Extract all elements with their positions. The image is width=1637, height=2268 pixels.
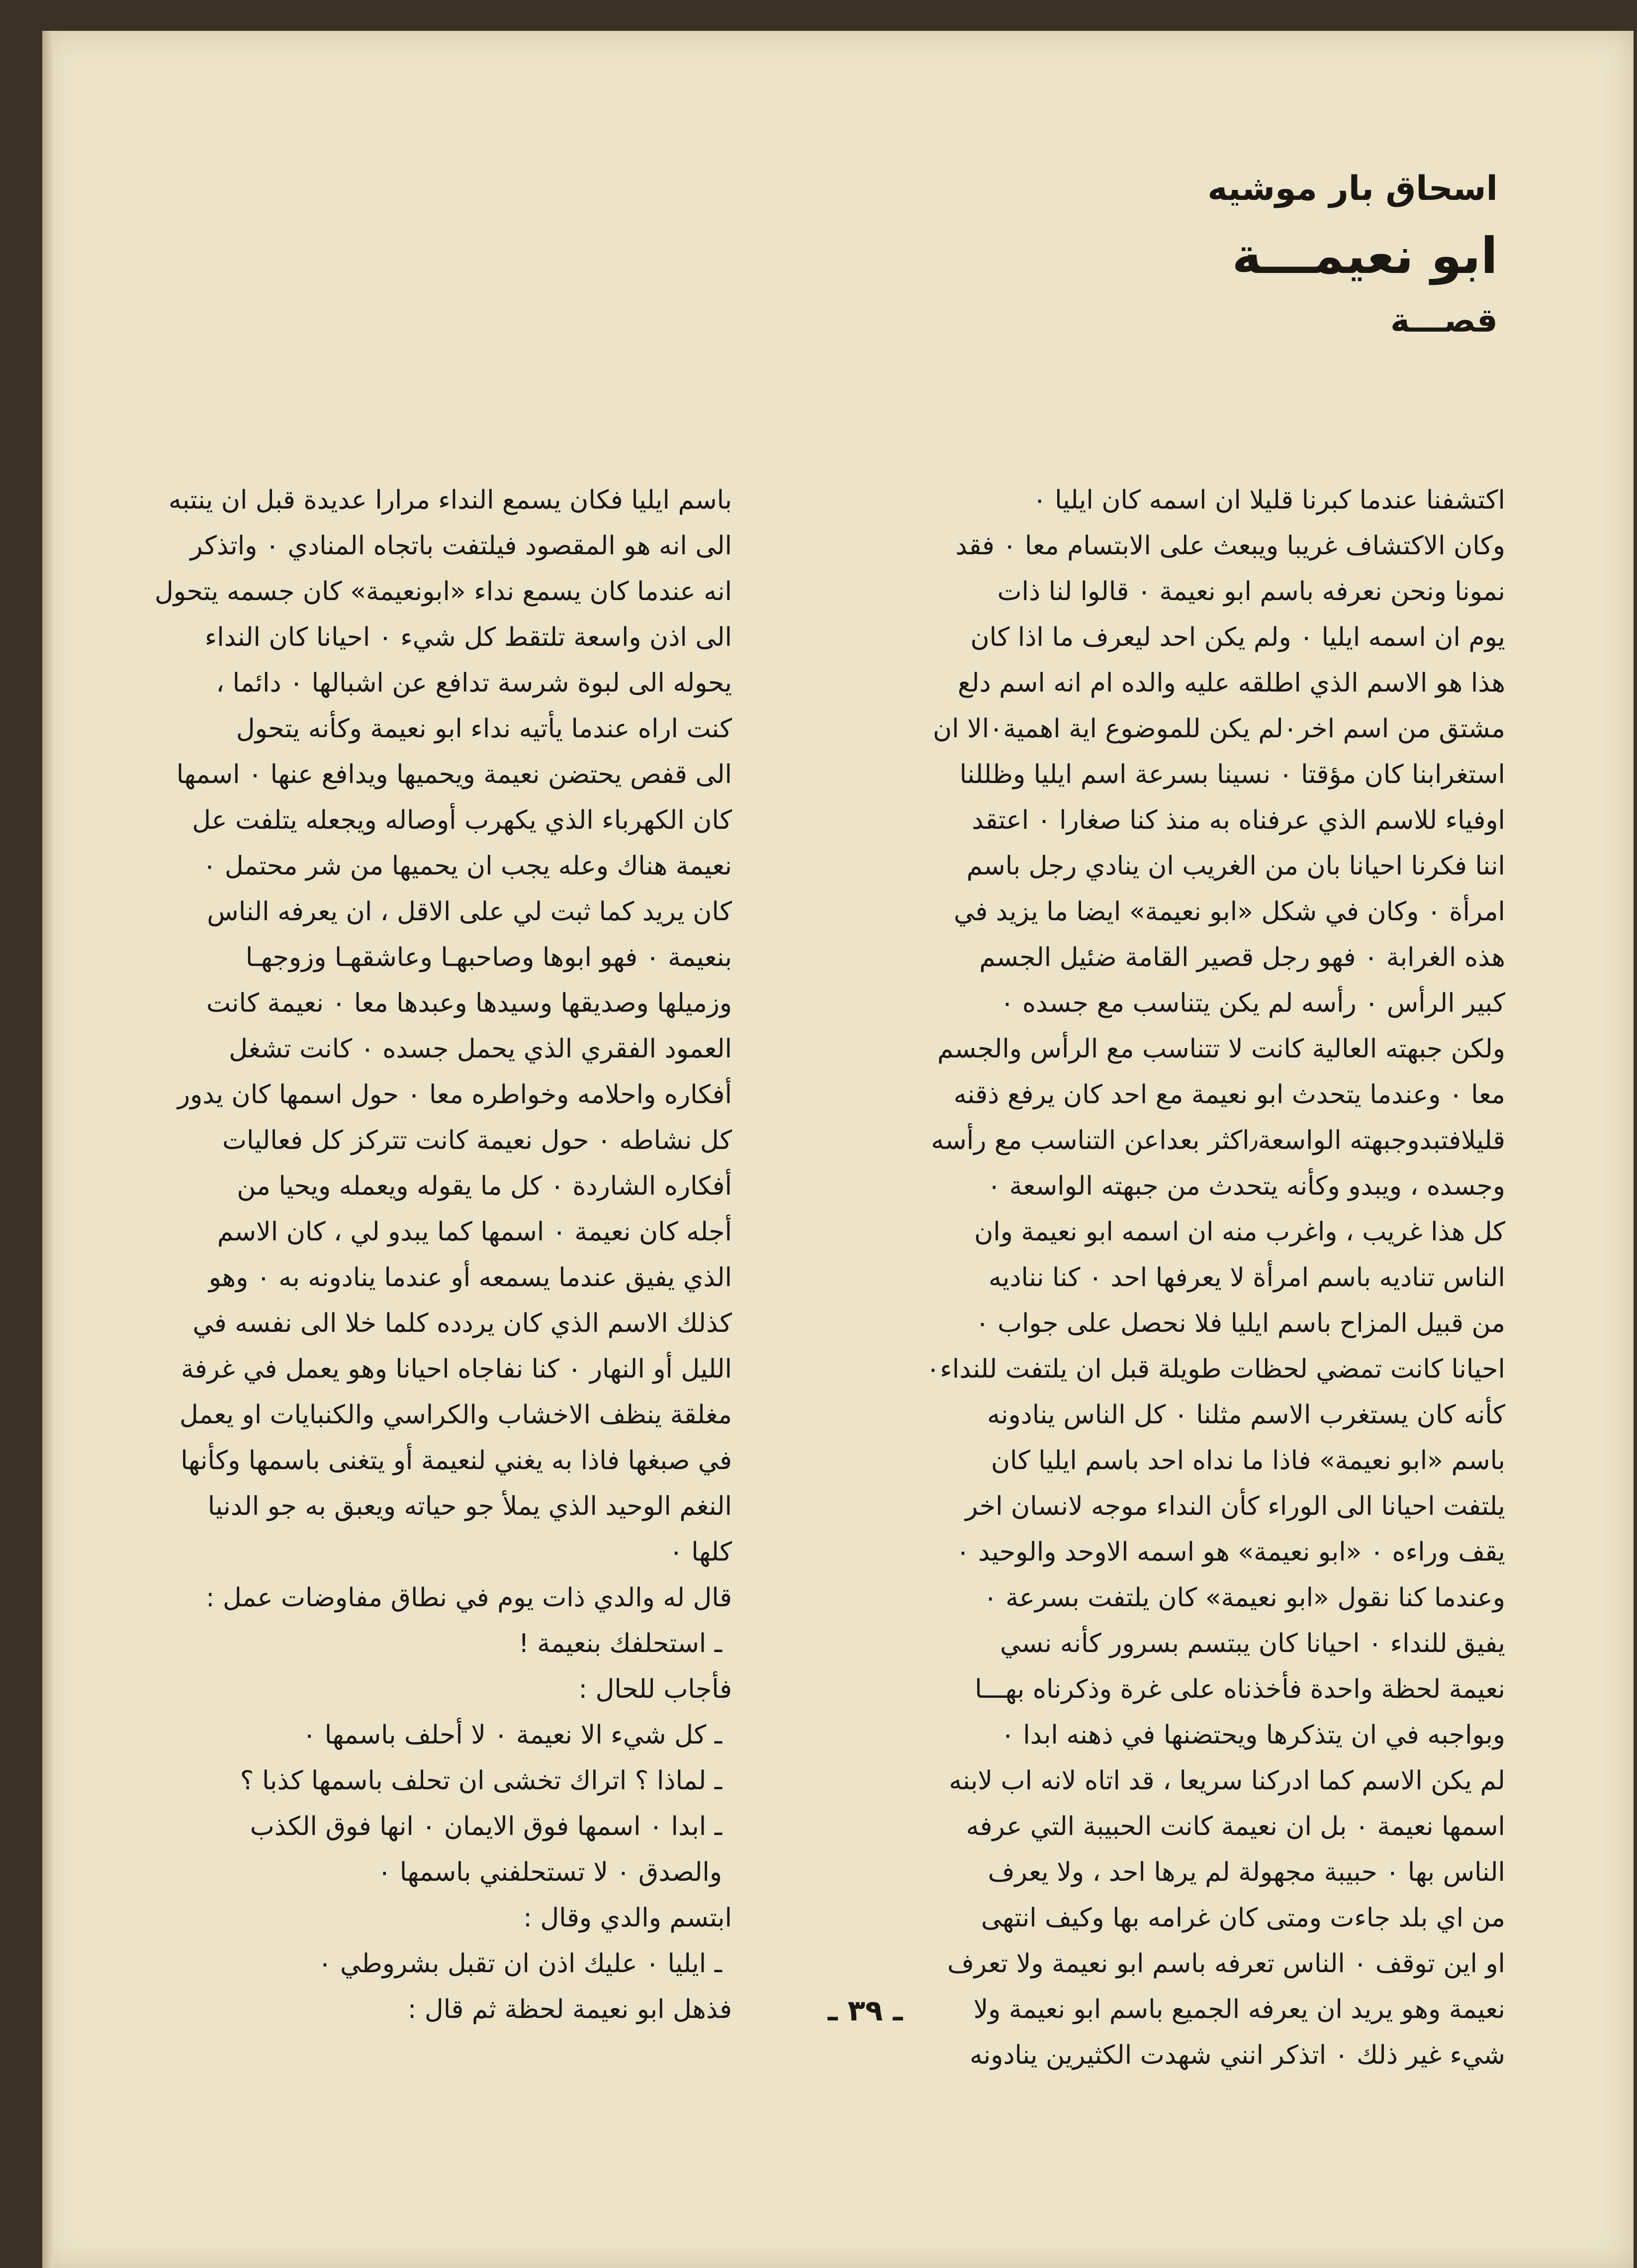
dialogue-line: ـ ابدا ٠ اسمها فوق الايمان ٠ انها فوق الكذب والصدق ٠ لا تستحلفني باسمها ٠ bbox=[250, 1812, 722, 1887]
author-name: اسحاق بار موشيه bbox=[1207, 169, 1498, 208]
dialogue-line: ـ كل شيء الا نعيمة ٠ لا أحلف باسمها ٠ bbox=[302, 1720, 722, 1750]
genre-label: قصـــة bbox=[1390, 301, 1498, 340]
dialogue-line: قال له والدي ذات يوم في نطاق مفاوضات عمل : bbox=[205, 1583, 732, 1613]
paragraph: باسم ايليا فكان يسمع النداء مرارا عديدة قبل ان ينتبه الى انه هو المقصود فيلتفت باتجاه المنادي ٠ واتذكر انه عندما كان يسمع نداء «ابونعيمة» كان جسمه يتحول الى اذن واسعة تلتقط كل شيء ٠ احيانا كان النداء يحوله الى لبوة شرسة تدافع عن اشبالها ٠ دائما ، كنت اراه عندما يأتيه نداء ابو نعيمة وكأنه يتحول الى قفص يحتضن نعيمة ويحميها ويدافع عنها ٠ اسمها كان الكهرباء الذي يكهرب أوصاله ويجعله يتلفت عل نعيمة هناك وعله يجب ان يحميها من شر محتمل ٠ كان يريد كما ثبت لي على الاقل ، ان يعرفه الناس بنعيمة ٠ فهو ابوها وصاحبهـا وعاشقهـا وزوجهـا وزميلها وصديقها وسيدها وعبدها معا ٠ نعيمة كانت العمود الفقري الذي يحمل جسده ٠ كانت تشغل أفكاره واحلامه وخواطره معا ٠ حول اسمها كان يدور كل نشاطه ٠ حول نعيمة كانت تتركز كل فعاليات أفكاره الشاردة ٠ كل ما يقوله ويعمله ويحيا من أجله كان نعيمة ٠ اسمها كما يبدو لي ، كان الاسم الذي يفيق عندما يسمعه أو عندما ينادونه به ٠ وهو كذلك الاسم الذي كان يردده كلما خلا الى نفسه في الليل أو النهار ٠ كنا نفاجاه احيانا وهو يعمل في غرفة مغلقة ينظف الاخشاب والكراسي والكنبايات او يعمل في صبغها فاذا به يغني لنعيمة أو يتغنى باسمها وكأنها النغم الوحيد الذي يملأ جو حياته ويعبق به جو الدنيا كلها ٠ bbox=[154, 485, 732, 1567]
article-header bbox=[802, 159, 1498, 348]
dialogue-line: ابتسم والدي وقال : bbox=[523, 1903, 732, 1933]
page-number: ـ ٣٩ ـ bbox=[827, 1994, 903, 2027]
text-column-left bbox=[21, 477, 732, 2032]
dialogue-line: فذهل ابو نعيمة لحظة ثم قال : bbox=[407, 1995, 732, 2024]
dialogue-line: فأجاب للحال : bbox=[578, 1674, 732, 1704]
dialogue-line: ـ استحلفك بنعيمة ! bbox=[518, 1629, 722, 1658]
text-column-right bbox=[794, 477, 1505, 2078]
dialogue-line: ـ ايليا ٠ عليك اذن ان تقبل بشروطي ٠ bbox=[318, 1949, 722, 1979]
paragraph: اكتشفنا عندما كبرنا قليلا ان اسمه كان ايليا ٠ وكان الاكتشاف غريبا ويبعث على الابتسام معا ٠ فقد نمونا ونحن نعرفه باسم ابو نعيمة ٠ قالوا لنا ذات يوم ان اسمه ايليا ٠ ولم يكن احد ليعرف ما اذا كان هذا هو الاسم الذي اطلقه عليه والده ام انه اسم دلع مشتق من اسم اخر٠لم يكن للموضوع اية اهمية٠الا ان استغرابنا كان مؤقتا ٠ نسينا بسرعة اسم ايليا وظللنا اوفياء للاسم الذي عرفناه به منذ كنا صغارا ٠ اعتقد اننا فكرنا احيانا بان من الغريب ان ينادي رجل باسم امرأة ٠ وكان في شكل «ابو نعيمة» ايضا ما يزيد في هذه الغرابة ٠ فهو رجل قصير القامة ضئيل الجسم كبير الرأس ٠ رأسه لم يكن يتناسب مع جسده ٠ ولكن جبهته العالية كانت لا تتناسب مع الرأس والجسم معا ٠ وعندما يتحدث ابو نعيمة مع احد كان يرفع ذقنه قليلافتبدوجبهته الواسعة٫اكثر بعداعن التناسب مع رأسه وجسده ، ويبدو وكأنه يتحدث من جبهته الواسعة ٠ كل هذا غريب ، واغرب منه ان اسمه ابو نعيمة وان الناس تناديه باسم امرأة لا يعرفها احد ٠ كنا نناديه من قبيل المزاح باسم ايليا فلا نحصل على جواب ٠ احيانا كانت تمضي لحظات طويلة قبل ان يلتفت للنداء٠ كأنه كان يستغرب الاسم مثلنا ٠ كل الناس ينادونه باسم «ابو نعيمة» فاذا ما نداه احد باسم ايليا كان يلتفت احيانا الى الوراء كأن النداء موجه لانسان اخر يقف وراءه ٠ «ابو نعيمة» هو اسمه الاوحد والوحيد ٠ وعندما كنا نقول «ابو نعيمة» كان يلتفت بسرعة ٠ يفيق للنداء ٠ احيانا كان يبتسم بسرور كأنه نسي نعيمة لحظة واحدة فأخذناه على غرة وذكرناه بهـــا وبواجبه في ان يتذكرها ويحتضنها في ذهنه ابدا ٠ لم يكن الاسم كما ادركنا سريعا ، قد اتاه لانه اب لابنه اسمها نعيمة ٠ بل ان نعيمة كانت الحبيبة التي عرفه الناس بها ٠ حبيبة مجهولة لم يرها احد ، ولا يعرف من اي بلد جاءت ومتى كان غرامه بها وكيف انتهى او اين توقف ٠ الناس تعرفه باسم ابو نعيمة ولا تعرف نعيمة وهو يريد ان يعرفه الجميع باسم ابو نعيمة ولا شيء غير ذلك ٠ اتذكر انني شهدت الكثيرين ينادونه bbox=[926, 485, 1505, 2070]
dialogue-block bbox=[21, 1575, 732, 2032]
dialogue-line: ـ لماذا ؟ اتراك تخشى ان تحلف باسمها كذبا ؟ bbox=[240, 1766, 722, 1796]
story-title: ابو نعيمـــة bbox=[1232, 227, 1498, 285]
bleed-through-left bbox=[209, 109, 905, 457]
